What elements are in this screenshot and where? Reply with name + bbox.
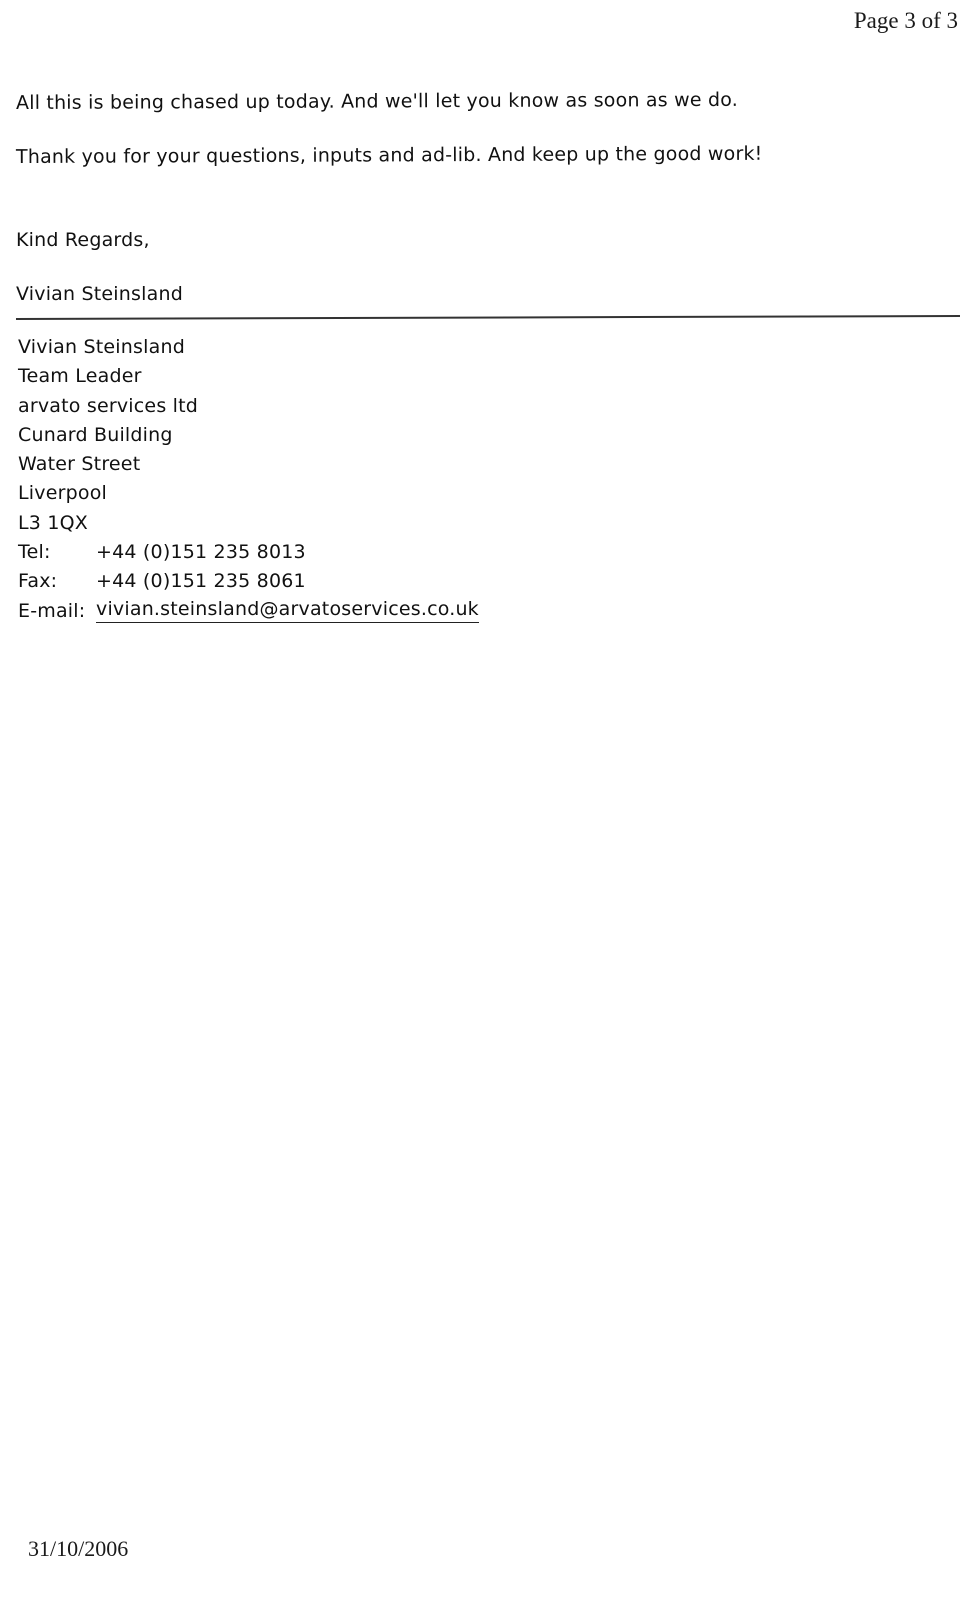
signature-name: Vivian Steinsland <box>18 336 185 358</box>
sender-name: Vivian Steinsland <box>16 283 183 305</box>
address-line-building: Cunard Building <box>18 423 173 446</box>
tel-value: +44 (0)151 235 8013 <box>96 541 306 564</box>
closing-line: Kind Regards, <box>16 229 150 251</box>
footer-date: 31/10/2006 <box>28 1536 129 1561</box>
email-row <box>18 597 479 626</box>
signature-divider <box>16 315 960 320</box>
fax-label: Fax: <box>18 570 58 593</box>
paragraph-chased-up: All this is being chased up today. And we'll let you know as soon as we do. <box>15 88 738 114</box>
tel-row <box>18 538 479 567</box>
signature-title: Team Leader <box>18 365 142 388</box>
email-label: E-mail: <box>18 599 86 622</box>
address-line-street: Water Street <box>18 453 141 476</box>
email-signature <box>18 333 479 626</box>
tel-label: Tel: <box>18 541 51 564</box>
page-number: Page 3 of 3 <box>853 8 958 33</box>
fax-value: +44 (0)151 235 8061 <box>96 570 306 593</box>
address-line-postcode: L3 1QX <box>18 511 88 534</box>
address-line-city: Liverpool <box>18 482 107 505</box>
fax-row <box>18 567 479 596</box>
signature-company: arvato services ltd <box>18 394 199 417</box>
paragraph-thank-you: Thank you for your questions, inputs and ad-lib. And keep up the good work! <box>15 142 763 168</box>
email-link[interactable]: vivian.steinsland@arvatoservices.co.uk <box>96 597 479 623</box>
